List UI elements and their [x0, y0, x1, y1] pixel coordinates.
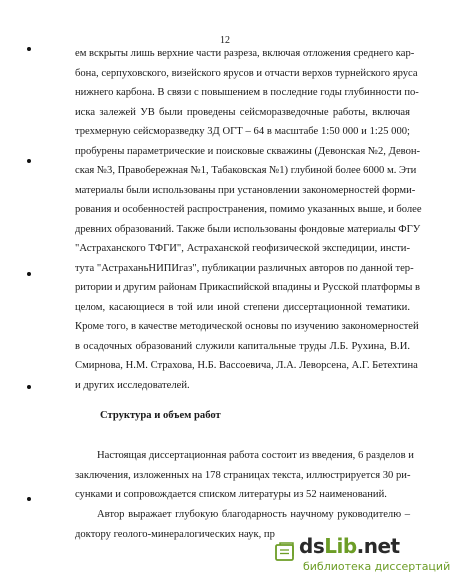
text-line: сунками и сопровождается списком литературы из 52 наименований. [75, 489, 387, 500]
text-line: трехмерную сейсморазведку 3Д ОГТ – 64 в масштабе 1:50 000 и 1:25 000; [75, 126, 410, 137]
text-line: бона, серпуховского, визейского ярусов и отчасти верхов турнейского яруса [75, 67, 418, 79]
logo-accent: Lib [324, 534, 357, 558]
text-line: доктору геолого-минералогических наук, пр [75, 528, 275, 540]
watermark-subtitle: библиотека диссертаций [303, 560, 450, 573]
watermark-logo [299, 534, 400, 558]
logo-suffix: .net [356, 534, 400, 558]
binding-hole-3 [27, 272, 31, 276]
text-line: нижнего карбона. В связи с повышением в последние годы глубинности по- [75, 87, 419, 98]
text-line: пробурены параметрические и поисковые скважины (Девонская №2, Девон- [75, 145, 421, 157]
binding-hole-2 [27, 159, 31, 163]
paragraph-1 [75, 44, 422, 395]
binding-hole-1 [27, 47, 31, 51]
paragraph-2 [75, 446, 414, 505]
text-line: древних образований. Также были использованы фондовые материалы ФГУ [75, 223, 421, 235]
text-line: "Астраханского ТФГИ", Астраханской геофизической экспедиции, инсти- [75, 243, 410, 254]
text-line: тута "АстраханьНИПИгаз", публикации различных авторов по данной тер- [75, 262, 414, 274]
text-line: материалы были использованы при установлении закономерностей форми- [75, 184, 416, 196]
text-line: ем вскрыты лишь верхние части разреза, включая отложения среднего кар- [75, 48, 415, 59]
book-icon [273, 540, 297, 564]
text-line: в осадочных образований служили капитальные труды Л.Б. Рухина, В.И. [75, 340, 410, 352]
text-line: рования и особенностей распространения, помимо указанных выше, и более [75, 204, 422, 215]
binding-hole-4 [27, 385, 31, 389]
text-line: целом, касающиеся в той или иной степени диссертационной тематики. [75, 301, 410, 313]
text-line: Автор выражает глубокую благодарность научному руководителю – [97, 509, 410, 520]
text-line: ритории и другим районам Прикаспийской впадины и Русской платформы в [75, 282, 420, 293]
text-line: заключения, изложенных на 178 страницах текста, иллюстрируется 30 ри- [75, 469, 411, 481]
page-number: 12 [220, 35, 230, 46]
section-heading: Структура и объем работ [100, 410, 221, 421]
dslib-watermark [273, 533, 450, 578]
text-line: иска залежей УВ были проведены сейсморазведочные работы, включая [75, 106, 410, 118]
text-line: и других исследователей. [75, 379, 190, 391]
text-line: Кроме того, в качестве методической основы по изучению закономерностей [75, 321, 419, 332]
logo-prefix: ds [299, 534, 325, 558]
text-line: ская №3, Правобережная №1, Табаковская №1) глубиной более 6000 м. Эти [75, 165, 417, 176]
text-line: Настоящая диссертационная работа состоит из введения, 6 разделов и [97, 450, 414, 461]
binding-hole-5 [27, 497, 31, 501]
text-line: Смирнова, Н.М. Страхова, Н.Б. Вассоевича, Л.А. Леворсена, А.Г. Бетехтина [75, 360, 418, 371]
